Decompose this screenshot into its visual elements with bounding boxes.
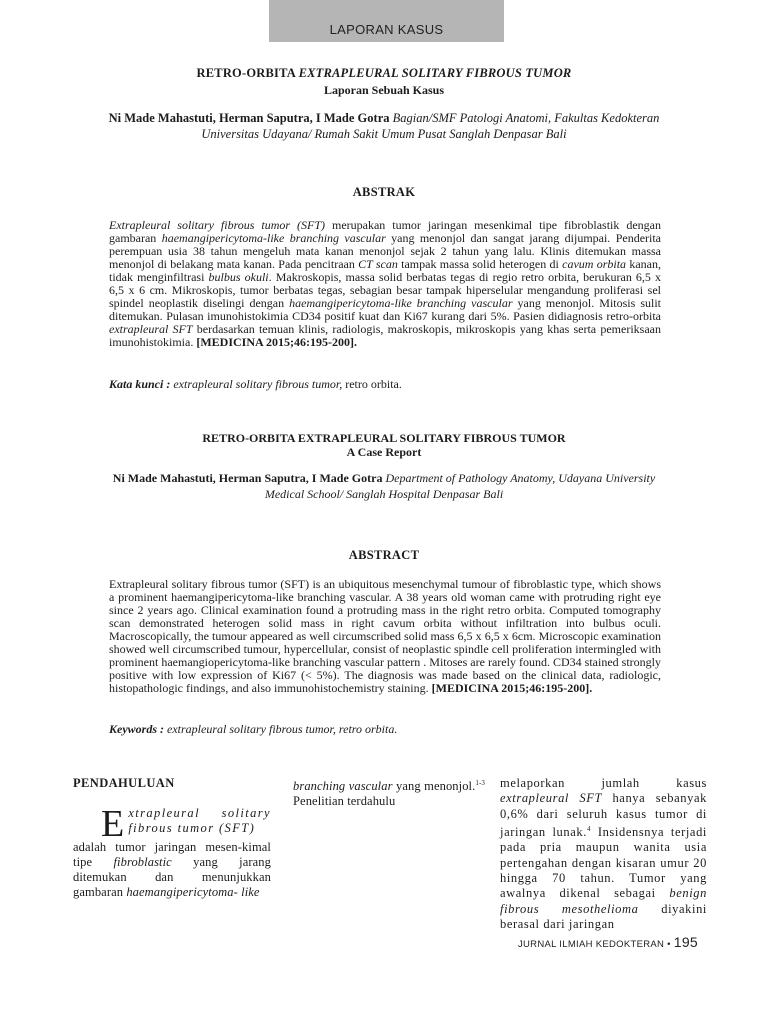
abstrak-segment: cavum orbita bbox=[562, 257, 627, 271]
drop-cap: E bbox=[101, 803, 125, 845]
abstrak-segment: merupakan tumor jaringan mesenkimal tipe fibroblastik dengan gambaran bbox=[109, 218, 661, 245]
abstrak-segment: extrapleural SFT bbox=[109, 322, 193, 336]
col3-text-d: diyakini berasal dari jaringan bbox=[500, 901, 707, 931]
col2-text-b: Penelitian terdahulu bbox=[293, 794, 396, 809]
abstrak-segment: yang menonjol. Mitosis sulit ditemukan. Pulasan imunohistokimia CD34 positif kuat dan Ki67 kurang dari 5%. Pasien didiagnosis retro-orbita bbox=[109, 296, 661, 323]
abstrak-segment: Extrapleural solitary fibrous tumor (SFT) bbox=[109, 218, 326, 232]
section-header-bar bbox=[269, 0, 504, 42]
keywords-text: extrapleural solitary fibrous tumor, retro orbita. bbox=[164, 722, 398, 736]
author-names-en: Ni Made Mahastuti, Herman Saputra, I Made Gotra bbox=[112, 471, 383, 485]
abstrak-segment: tampak massa solid heterogen di bbox=[397, 257, 563, 271]
col3-italic-a: extrapleural SFT bbox=[500, 791, 603, 806]
subtitle-id: Laporan Sebuah Kasus bbox=[323, 83, 445, 97]
col3-italic-b: benign fibrous mesothelioma bbox=[500, 886, 707, 916]
abstrak-citation: [MEDICINA 2015;46:195-200]. bbox=[196, 335, 357, 349]
abstract-body bbox=[109, 578, 661, 695]
abstract-heading: ABSTRACT bbox=[348, 548, 420, 562]
col3-text-a: melaporkan jumlah kasus bbox=[500, 776, 707, 790]
col3-text-c: Insidensnya terjadi pada pria maupun wanita usia pertengahan dengan kisaran umur 20 hingga 70 tahun. Tumor yang awalnya dikenal sebagai bbox=[500, 825, 707, 901]
kata-kunci-label: Kata kunci : bbox=[109, 377, 171, 391]
page-number: 195 bbox=[673, 934, 698, 950]
intro-italic-b: fibroblastic bbox=[113, 855, 172, 869]
author-names-id: Ni Made Mahastuti, Herman Saputra, I Made Gotra bbox=[108, 111, 390, 125]
intro-italic-lead: xtrapleural solitary fibrous tumor (SFT) bbox=[128, 806, 271, 835]
abstrak-segment: haemangipericytoma-like branching vascular bbox=[161, 231, 386, 245]
col3-citation-sup: 4 bbox=[586, 824, 592, 833]
intro-text-a: adalah tumor jaringan mesen-kimal tipe bbox=[73, 840, 271, 869]
col2-text-a: yang menonjol. bbox=[392, 779, 476, 794]
title-id-italic: EXTRAPLEURAL SOLITARY FIBROUS TUMOR bbox=[298, 66, 572, 80]
abstrak-segment: yang menonjol dan sangat jarang dijumpai. Penderita perempuan usia 38 tahun mengeluh mata kanan menonjol sejak 2 tahun yang lalu. Klinis ditemukan massa menonjol di belakang mata kanan. Pada pencitraan bbox=[109, 231, 662, 271]
abstrak-segment: haemangipericytoma-like branching vascular bbox=[289, 296, 513, 310]
abstrak-body bbox=[109, 219, 661, 349]
abstrak-segment: bulbus okuli bbox=[208, 270, 269, 284]
col2-italic: branching vascular bbox=[293, 779, 393, 794]
intro-paragraph-start bbox=[73, 803, 271, 900]
abstrak-segment: CT scan bbox=[358, 257, 398, 271]
keywords bbox=[109, 722, 439, 737]
keywords-label: Keywords : bbox=[109, 722, 164, 736]
page-footer bbox=[518, 934, 698, 950]
title-id bbox=[100, 66, 668, 81]
intro-column-3 bbox=[500, 776, 707, 932]
intro-heading: PENDAHULUAN bbox=[73, 776, 175, 790]
abstrak-segment: kanan, tidak menginfiltrasi bbox=[109, 257, 661, 284]
subtitle-en: A Case Report bbox=[346, 445, 422, 459]
title-en: RETRO-ORBITA EXTRAPLEURAL SOLITARY FIBROUS TUMOR bbox=[202, 431, 566, 445]
abstract-citation: [MEDICINA 2015;46:195-200]. bbox=[431, 681, 593, 695]
col2-citation-sup: 1-3 bbox=[475, 779, 485, 787]
intro-italic-c: haemangipericytoma- like bbox=[126, 885, 260, 899]
kata-kunci-plain: retro orbita. bbox=[342, 377, 402, 391]
affiliation-id: Bagian/SMF Patologi Anatomi, Fakultas Kedokteran Universitas Udayana/ Rumah Sakit Umum Pusat Sanglah Denpasar Bali bbox=[201, 111, 660, 141]
intro-column-1 bbox=[73, 776, 271, 900]
journal-name: JURNAL ILMIAH KEDOKTERAN • bbox=[517, 939, 671, 950]
abstrak-heading: ABSTRAK bbox=[352, 185, 416, 199]
abstract-text: Extrapleural solitary fibrous tumor (SFT) is an ubiquitous mesenchymal tumour of fibroblastic type, which shows a prominent haemangipericytoma-like branching vascular. A 38 years old woman came with protruding right eye since 2 years ago. Clinical examination found a protruding mass in the right retro orbita. Computed tomography scan demonstrated heterogen solid mass in right cavum orbita without infiltration into bulbus oculi. Macroscopically, the tumour appeared as well circumscribed solid mass 6,5 x 6,5 x 6cm. Microscopic examination showed well circumscribed tumour, hypercellular, consist of neoplastic spindle cell proliferation intermingled with prominent haemangiopericytoma-like branching vascular pattern . Mitoses are rarely found. CD34 stained strongly positive with low expression of Ki67 (< 5%). The diagnosis was made based on the clinical data, radiologic, histopathologic findings, and also immunohistochemistry staining. bbox=[109, 577, 661, 695]
abstrak-segment: . Makroskopis, massa solid berbatas tegas di regio retro orbita, berukuran 6,5 x 6,5 x 6 cm. Mikroskopis, tumor berbatas tegas, sebagian besar tampak hiperselular mengandung proliferasi sel spindel neoplastik diselingi dengan bbox=[109, 270, 662, 310]
kata-kunci-italic: extrapleural solitary fibrous tumor, bbox=[170, 377, 343, 391]
abstrak-segment: berdasarkan temuan klinis, radiologis, makroskopis, mikroskopis yang khas serta pemeriksaan imunohistokimia. bbox=[109, 322, 661, 349]
title-id-plain: RETRO-ORBITA bbox=[196, 66, 299, 80]
section-label: LAPORAN KASUS bbox=[329, 22, 444, 37]
kata-kunci bbox=[109, 377, 402, 392]
affiliation-en: Department of Pathology Anatomy, Udayana University Medical School/ Sanglah Hospital Denpasar Bali bbox=[264, 471, 656, 501]
authors-id bbox=[100, 110, 668, 142]
intro-column-2 bbox=[293, 776, 485, 809]
col3-text-b: hanya sebanyak 0,6% dari seluruh kasus tumor di jaringan lunak. bbox=[500, 791, 708, 840]
intro-text-b: yang jarang ditemukan dan menunjukkan gambaran bbox=[73, 855, 271, 899]
authors-en bbox=[100, 470, 668, 502]
